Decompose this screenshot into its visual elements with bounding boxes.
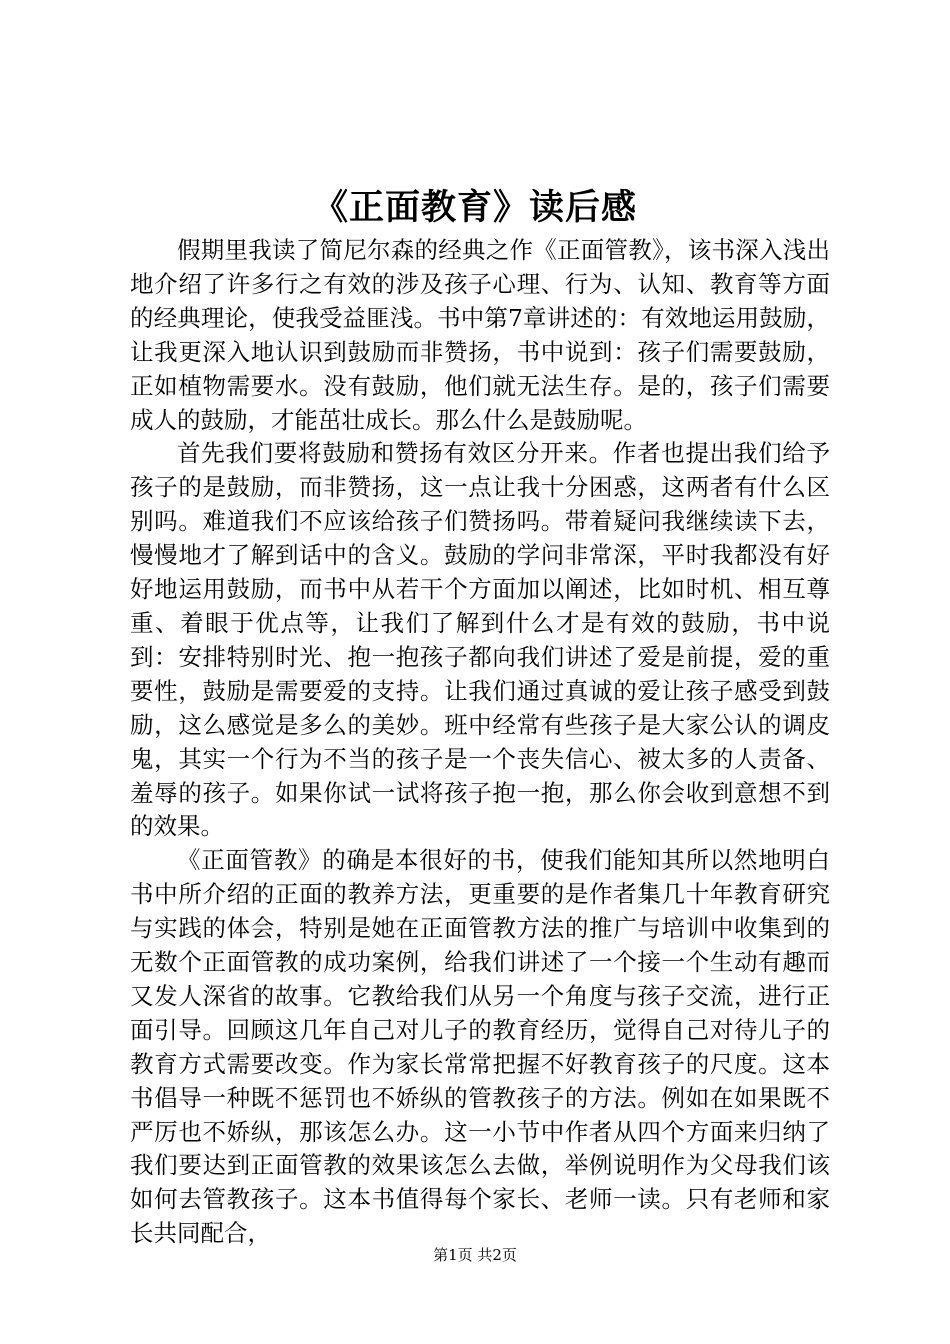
document-body	[130, 234, 830, 1251]
paragraph-2: 首先我们要将鼓励和赞扬有效区分开来。作者也提出我们给予孩子的是鼓励，而非赞扬，这一点让我十分困惑，这两者有什么区别吗。难道我们不应该给孩子们赞扬吗。带着疑问我继续读下去，慢慢地才了解到话中的含义。鼓励的学问非常深，平时我都没有好好地运用鼓励，而书中从若干个方面加以阐述，比如时机、相互尊重、着眼于优点等，让我们了解到什么才是有效的鼓励，书中说到：安排特别时光、抱一抱孩子都向我们讲述了爱是前提，爱的重要性，鼓励是需要爱的支持。让我们通过真诚的爱让孩子感受到鼓励，这么感觉是多么的美妙。班中经常有些孩子是大家公认的调皮鬼，其实一个行为不当的孩子是一个丧失信心、被太多的人责备、羞辱的孩子。如果你试一试将孩子抱一抱，那么你会收到意想不到的效果。	[130, 439, 830, 841]
document-title: 《正面教育》读后感	[312, 187, 637, 228]
page-number-footer: 第1页 共2页	[433, 1246, 517, 1264]
paragraph-3: 《正面管教》的确是本很好的书，使我们能知其所以然地明白书中所介绍的正面的教养方法，更重要的是作者集几十年教育研究与实践的体会，特别是她在正面管教方法的推广与培训中收集到的无数个正面管教的成功案例，给我们讲述了一个接一个生动有趣而又发人深省的故事。它教给我们从另一个角度与孩子交流，进行正面引导。回顾这几年自己对儿子的教育经历，觉得自己对待儿子的教育方式需要改变。作为家长常常把握不好教育孩子的尺度。这本书倡导一种既不惩罚也不娇纵的管教孩子的方法。例如在如果既不严厉也不娇纵，那该怎么办。这一小节中作者从四个方面来归纳了我们要达到正面管教的效果该怎么去做，举例说明作为父母我们该如何去管教孩子。这本书值得每个家长、老师一读。只有老师和家长共同配合，	[130, 846, 830, 1248]
paragraph-1: 假期里我读了简尼尔森的经典之作《正面管教》，该书深入浅出地介绍了许多行之有效的涉及孩子心理、行为、认知、教育等方面的经典理论，使我受益匪浅。书中第7章讲述的：有效地运用鼓励，让我更深入地认识到鼓励而非赞扬，书中说到：孩子们需要鼓励，正如植物需要水。没有鼓励，他们就无法生存。是的，孩子们需要成人的鼓励，才能茁壮成长。那么什么是鼓励呢。	[130, 236, 830, 434]
